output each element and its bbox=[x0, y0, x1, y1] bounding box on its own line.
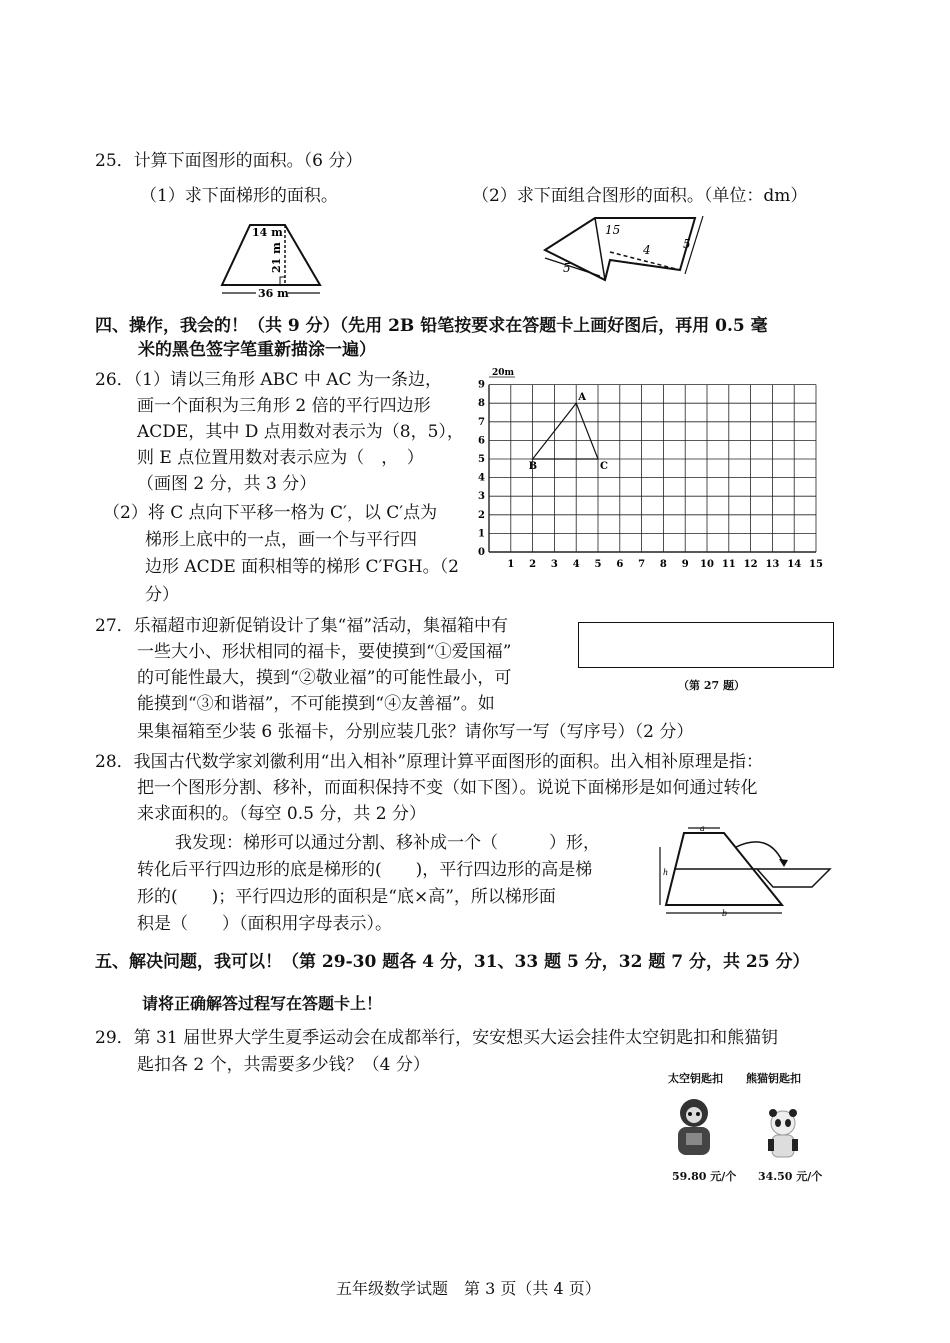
grid-x-tick: 9 bbox=[681, 559, 689, 570]
grid-x-tick: 10 bbox=[700, 559, 714, 570]
triangle-abc bbox=[533, 403, 598, 459]
trap-bottom-label: 36 m bbox=[258, 287, 289, 300]
grid-x-tick: 11 bbox=[721, 559, 736, 570]
sec5-note: 请将正确解答过程写在答题卡上！ bbox=[142, 994, 383, 1013]
q28-find-3: 形的( )；平行四边形的面积是“底×高”，所以梯形面 bbox=[137, 887, 556, 907]
space-keychain-image bbox=[668, 1095, 720, 1165]
grid-x-tick: 5 bbox=[594, 559, 602, 570]
coordinate-grid bbox=[475, 362, 845, 577]
combined-divider bbox=[595, 218, 605, 280]
item2-price: 34.50 元/个 bbox=[758, 1170, 823, 1183]
sec5-title: 五、解决问题，我可以！（第 29-30 题各 4 分，31、33 题 5 分，32 题 7 分，共 25 分） bbox=[95, 952, 810, 972]
grid-y-tick: 9 bbox=[478, 379, 485, 391]
sec4-line2: 米的黑色签字笔重新描涂一遍） bbox=[138, 340, 376, 360]
grid-x-tick: 3 bbox=[550, 559, 558, 570]
grid-y-tick: 1 bbox=[478, 528, 485, 540]
q27-line-1: 27．乐福超市迎新促销设计了集“福”活动，集福箱中有 bbox=[95, 616, 509, 636]
grid-y-tick: 8 bbox=[478, 398, 485, 410]
combined-figure bbox=[535, 210, 715, 300]
rotate-arrow bbox=[736, 842, 784, 865]
grid-x-tick: 15 bbox=[809, 559, 823, 570]
q28-find-2: 转化后平行四边形的底是梯形的( )，平行四边形的高是梯 bbox=[137, 860, 593, 880]
grid-y-tick: 2 bbox=[478, 509, 485, 521]
q26-line-6: （2）将 C 点向下平移一格为 C′，以 C′点为 bbox=[103, 503, 438, 523]
rotate-arrowhead bbox=[779, 859, 788, 867]
grid-x-tick: 4 bbox=[572, 559, 580, 570]
panda-keychain-image bbox=[758, 1105, 808, 1165]
transform-moved-piece bbox=[757, 869, 830, 887]
grid-y-tick: 5 bbox=[478, 454, 485, 465]
q28-line-1: 28．我国古代数学家刘徽利用“出入相补”原理计算平面图形的面积。出入相补原理是指： bbox=[95, 752, 764, 772]
grid-x-ticks bbox=[507, 559, 823, 570]
q25-part2: （2）求下面组合图形的面积。（单位：dm） bbox=[472, 186, 808, 206]
grid-y-ticks bbox=[478, 380, 485, 558]
grid-y-tick: 4 bbox=[478, 472, 485, 484]
grid-lines bbox=[489, 385, 816, 552]
grid-x-tick: 13 bbox=[765, 559, 780, 570]
q27-answer-box bbox=[578, 622, 834, 668]
item2-name: 熊猫钥匙扣 bbox=[746, 1072, 801, 1085]
comb-label-a: 15 bbox=[605, 223, 621, 237]
q26-line-3: ACDE，其中 D 点用数对表示为（8，5）， bbox=[137, 422, 464, 442]
comb-label-b: 4 bbox=[643, 243, 651, 257]
trap-top-label: 14 m bbox=[252, 226, 283, 239]
trapezoid-transform-figure bbox=[652, 825, 837, 917]
q28-line-3: 来求面积的。（每空 0.5 分，共 2 分） bbox=[137, 804, 426, 824]
q26-line-8: 边形 ACDE 面积相等的梯形 C′FGH。（2 bbox=[145, 557, 459, 577]
transform-b-label: b bbox=[722, 909, 728, 917]
grid-x-tick: 14 bbox=[787, 559, 802, 570]
q25-part1: （1）求下面梯形的面积。 bbox=[140, 186, 338, 206]
q27-line-2: 一些大小、形状相同的福卡，要使摸到“①爱国福” bbox=[137, 642, 512, 662]
q26-line-5: （画图 2 分，共 3 分） bbox=[137, 474, 317, 494]
grid-x-tick: 12 bbox=[743, 559, 758, 570]
grid-y-tick: 7 bbox=[478, 416, 485, 428]
comb-label-d: 5 bbox=[563, 261, 571, 275]
trap-height-label: 21 m bbox=[270, 242, 283, 273]
q26-line-1: 26．（1）请以三角形 ABC 中 AC 为一条边， bbox=[95, 370, 442, 390]
grid-x-tick: 6 bbox=[616, 559, 624, 570]
item1-price: 59.80 元/个 bbox=[672, 1170, 737, 1183]
q26-line-7: 梯形上底中的一点，画一个与平行四 bbox=[145, 530, 417, 550]
grid-x-tick: 1 bbox=[507, 559, 515, 570]
grid-y-tick: 6 bbox=[478, 435, 485, 447]
combined-base-arrow bbox=[545, 258, 600, 276]
q26-line-4: 则 E 点位置用数对表示应为（ ， ） bbox=[137, 448, 424, 468]
page-footer: 五年级数学试题 第 3 页（共 4 页） bbox=[336, 1279, 601, 1298]
comb-label-c: 5 bbox=[683, 237, 691, 251]
q29-line-2: 匙扣各 2 个，共需要多少钱？（4 分） bbox=[137, 1055, 430, 1075]
q27-line-3: 的可能性最大，摸到“②敬业福”的可能性最小，可 bbox=[137, 668, 512, 688]
trapezoid-figure bbox=[200, 215, 340, 300]
q25-title: 25．计算下面图形的面积。（6 分） bbox=[95, 151, 363, 171]
point-c-label: C bbox=[600, 461, 608, 472]
sec4-line1: 四、操作，我会的！（共 9 分）（先用 2B 铅笔按要求在答题卡上画好图后，再用 0.5 毫 bbox=[95, 316, 768, 336]
grid-x-tick: 2 bbox=[529, 559, 537, 570]
q26-line-9: 分） bbox=[145, 585, 179, 605]
transform-h-label: h bbox=[663, 868, 669, 877]
item1-name: 太空钥匙扣 bbox=[668, 1072, 723, 1085]
q28-find-1: 我发现：梯形可以通过分割、移补成一个（ ）形， bbox=[175, 833, 600, 853]
q27-line-4: 能摸到“③和谐福”，不可能摸到“④友善福”。如 bbox=[137, 694, 495, 714]
q27-line-5: 果集福箱至少装 6 张福卡，分别应装几张？请你写一写（写序号）（2 分） bbox=[137, 722, 694, 742]
q26-line-2: 画一个面积为三角形 2 倍的平行四边形 bbox=[137, 396, 431, 416]
grid-x-tick: 7 bbox=[638, 559, 646, 570]
q28-find-4: 积是（ ）（面积用字母表示）。 bbox=[137, 914, 392, 934]
grid-unit-label: 20m bbox=[492, 368, 515, 378]
q29-line-1: 29．第 31 届世界大学生夏季运动会在成都举行，安安想买大运会挂件太空钥匙扣和熊猫钥 bbox=[95, 1028, 779, 1048]
grid-x-tick: 8 bbox=[659, 559, 667, 570]
point-b-label: B bbox=[528, 461, 538, 472]
q27-box-caption: （第 27 题） bbox=[678, 679, 745, 692]
grid-y-tick: 0 bbox=[478, 547, 485, 558]
transform-a-label: a bbox=[700, 825, 705, 833]
q28-line-2: 把一个图形分割、移补，而面积保持不变（如下图）。说说下面梯形是如何通过转化 bbox=[137, 778, 758, 798]
point-a-label: A bbox=[578, 392, 586, 404]
grid-y-tick: 3 bbox=[478, 491, 485, 503]
